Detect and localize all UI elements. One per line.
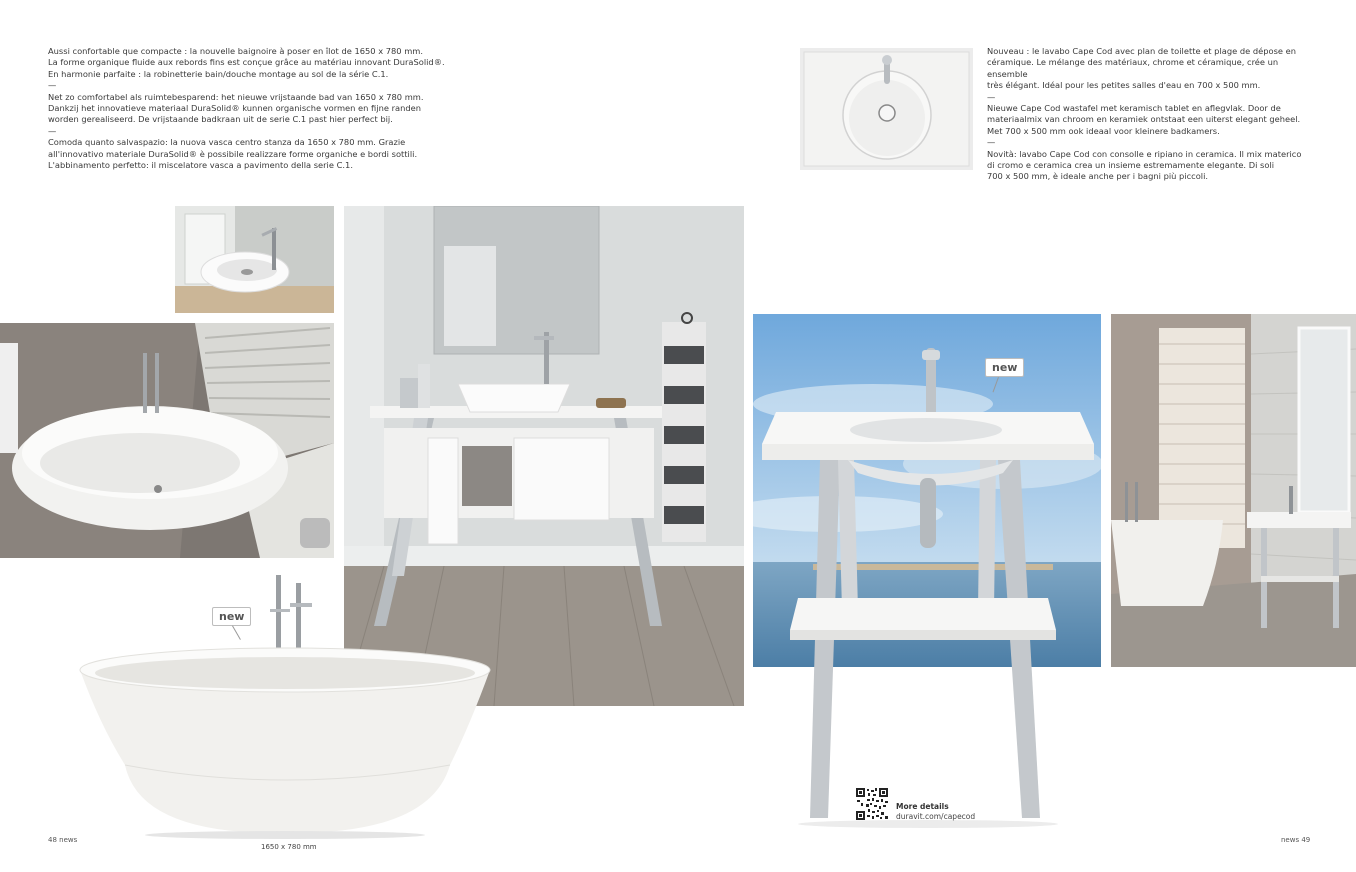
qr-code[interactable]: [856, 788, 888, 820]
new-badge: new: [212, 607, 251, 626]
desc-fr-line: Nouveau : le lavabo Cape Cod avec plan de toilette et plage de dépose en: [987, 46, 1296, 56]
bathroom-console-photo: [1111, 314, 1356, 667]
console-washbasin-illustration: [758, 348, 1098, 833]
page-number-left: 48 news: [48, 836, 78, 844]
separator: —: [48, 125, 57, 136]
desc-fr-line: En harmonie parfaite : la robinetterie bain/douche montage au sol de la série C.1.: [48, 68, 389, 79]
desc-it-line: L'abbinamento perfetto: il miscelatore vasca a pavimento della serie C.1.: [48, 160, 353, 171]
desc-nl-line: Net zo comfortabel als ruimtebesparend: het nieuwe vrijstaande bad van 1650 x 780 mm.: [48, 91, 424, 102]
page-number-right: news 49: [1281, 836, 1311, 844]
desc-nl-line: materiaalmix van chroom en keramiek ontstaat een uiterst elegant geheel.: [987, 114, 1301, 125]
right-description: [987, 46, 1317, 183]
desc-nl-line: Nieuwe Cape Cod wastafel met keramisch tablet en aflegvlak. Door de: [987, 103, 1281, 114]
basin-top-view-illustration: [800, 48, 973, 170]
desc-fr-line: très élégant. Idéal pour les petites salles d'eau en 700 x 500 mm.: [987, 80, 1261, 91]
more-details-url[interactable]: duravit.com/capecod: [896, 812, 976, 821]
desc-fr-line: Aussi confortable que compacte : la nouvelle baignoire à poser en îlot de 1650 x 780 mm.: [48, 46, 424, 56]
separator: —: [48, 80, 57, 91]
desc-it-line: all'innovativo materiale DuraSolid® è possibile realizzare forme organiche e bordi sottili.: [48, 148, 418, 159]
bathtub-dimensions: 1650 x 780 mm: [261, 843, 317, 851]
separator: —: [987, 137, 996, 148]
desc-fr-line: céramique. Le mélange des matériaux, chrome et céramique, crée un ensemble: [987, 57, 1279, 79]
vessel-basin-photo: [175, 206, 334, 313]
desc-it-line: di cromo e ceramica crea un insieme estremamente elegante. Di soli: [987, 160, 1275, 171]
desc-it-line: Comoda quanto salvaspazio: la nuova vasca centro stanza da 1650 x 780 mm. Grazie: [48, 137, 406, 148]
separator: —: [987, 91, 996, 102]
desc-nl-line: Met 700 x 500 mm ook ideaal voor kleinere badkamers.: [987, 125, 1220, 136]
new-badge: new: [985, 358, 1024, 377]
bathtub-room-photo: [0, 323, 334, 558]
left-description: [48, 46, 448, 171]
desc-it-line: Novità: lavabo Cape Cod con consolle e ripiano in ceramica. Il mix materico: [987, 148, 1302, 159]
bathroom-console-illustration: [1111, 314, 1356, 667]
basin-top-view-photo: [800, 48, 973, 170]
qr-code-icon: [856, 788, 888, 820]
desc-it-line: 700 x 500 mm, è ideale anche per i bagni più piccoli.: [987, 171, 1209, 182]
freestanding-bathtub-illustration: [70, 565, 500, 840]
cape-cod-console-cutout: [758, 348, 1098, 833]
desc-nl-line: worden gerealiseerd. De vrijstaande badkraan uit de serie C.1 past hier perfect bij.: [48, 114, 393, 125]
bathtub-room-illustration: [0, 323, 334, 558]
desc-nl-line: Dankzij het innovatieve materiaal DuraSolid® kunnen organische vormen en fijne randen: [48, 103, 421, 114]
more-details: [896, 802, 975, 822]
more-details-label: More details: [896, 802, 949, 811]
freestanding-bathtub-photo: [70, 565, 500, 840]
desc-fr-line: La forme organique fluide aux rebords fins est conçue grâce au matériau innovant DuraSolid®.: [48, 57, 445, 68]
vessel-basin-illustration: [175, 206, 334, 313]
